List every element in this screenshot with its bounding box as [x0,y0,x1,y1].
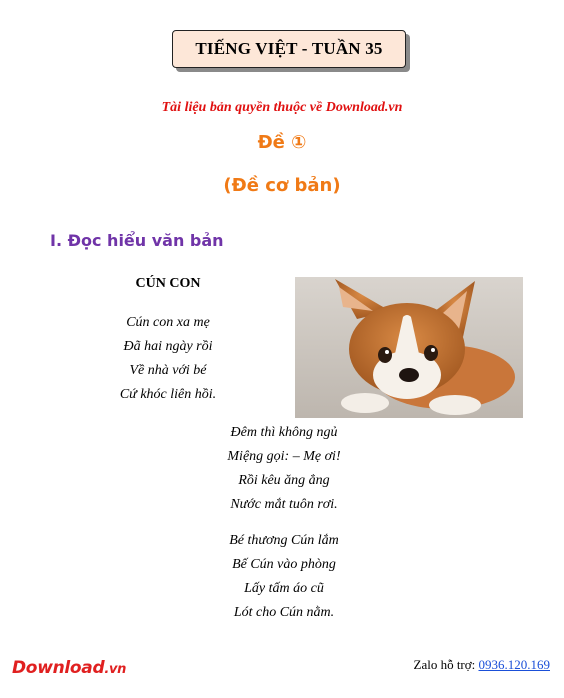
section-heading: I. Đọc hiểu văn bản [50,231,224,250]
logo-suffix-text: .vn [104,662,127,677]
puppy-photo [295,277,523,418]
poem-line: Về nhà với bé [129,363,207,378]
poem-line: Lót cho Cún nằm. [233,605,335,620]
support-label: Zalo hỗ trợ: [413,657,479,672]
exam-level: (Đề cơ bản) [223,175,341,196]
poem-line: Đêm thì không ngủ [230,425,338,440]
support-phone-link[interactable]: 0936.120.169 [478,657,550,672]
poem-stanza-1 [88,311,248,407]
download-vn-logo [12,658,126,678]
support-contact [414,657,551,673]
page-title-text: TIẾNG VIỆT - TUẦN 35 [195,39,383,58]
exam-number: Đề ① [257,132,307,153]
logo-main-text: Download [12,658,105,678]
poem-line: Lấy tấm áo cũ [244,581,324,596]
poem-title: CÚN CON [135,276,201,291]
poem-line: Bé thương Cún lắm [229,533,339,548]
copyright-notice: Tài liệu bản quyền thuộc về Download.vn [161,100,403,115]
poem-stanza-2 [204,421,364,517]
poem-line: Nước mắt tuôn rơi. [230,497,338,512]
poem-line: Miệng gọi: – Mẹ ơi! [227,449,341,464]
poem-stanza-3 [204,529,364,625]
poem-line: Cứ khóc liên hồi. [119,387,217,402]
poem-line: Cún con xa mẹ [126,315,210,330]
page-title [172,30,406,68]
poem-line: Đã hai ngày rồi [123,339,213,354]
poem-line: Bế Cún vào phòng [232,557,336,572]
poem-line: Rồi kêu ăng ẳng [238,473,330,488]
